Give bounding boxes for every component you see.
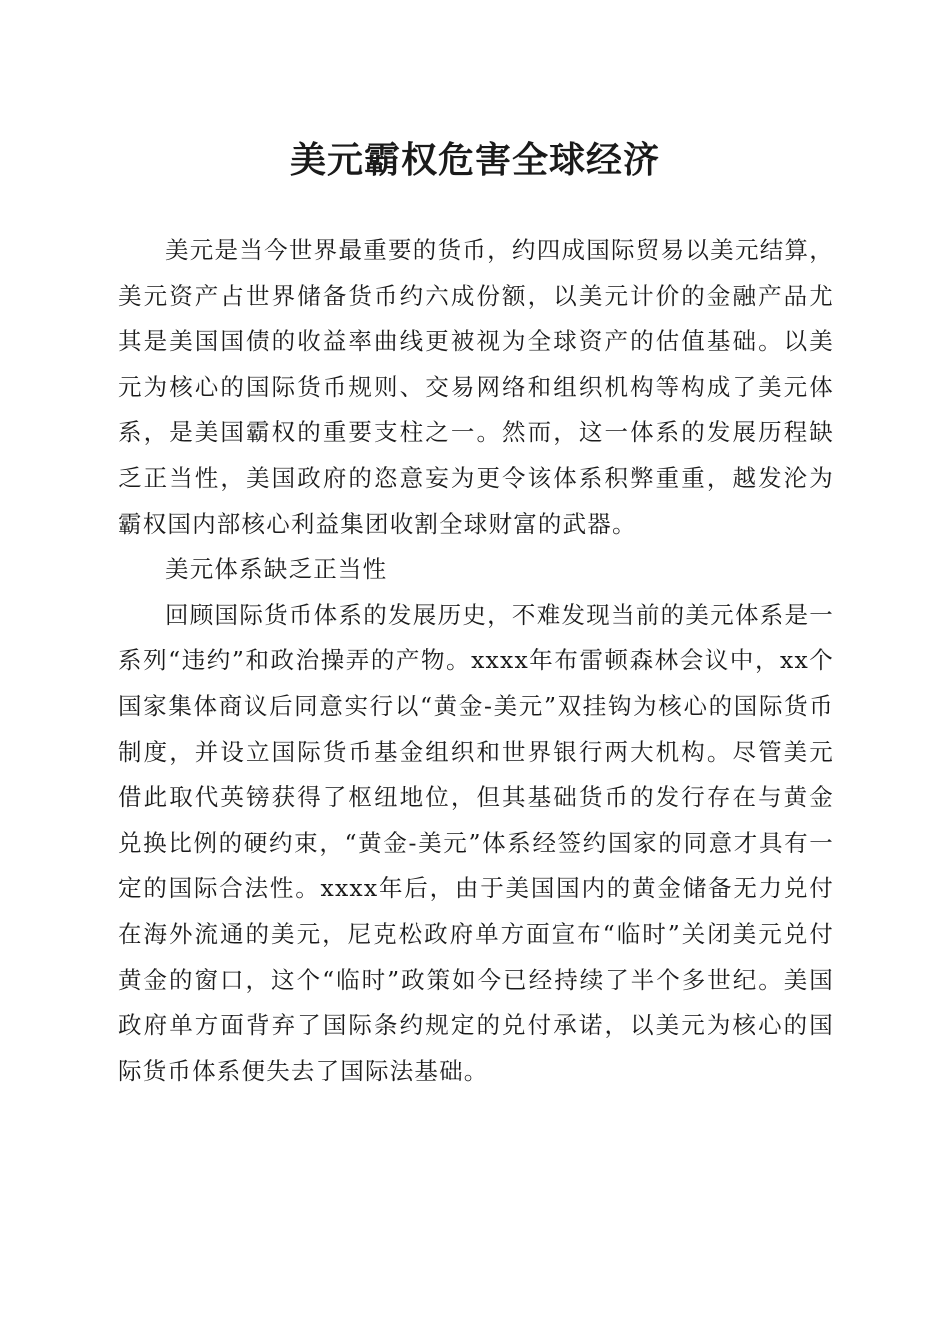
- document-title: 美元霸权危害全球经济: [289, 139, 660, 181]
- document-body: [118, 228, 834, 1094]
- paragraph-history: 回顾国际货币体系的发展历史，不难发现当前的美元体系是一系列“违约”和政治操弄的产物。xxxx年布雷顿森林会议中，xx个国家集体商议后同意实行以“黄金-美元”双挂钩为核心的国际货币制度，并设立国际货币基金组织和世界银行两大机构。尽管美元借此取代英镑获得了枢纽地位，但其基础货币的发行存在与黄金兑换比例的硬约束，“黄金-美元”体系经签约国家的同意才具有一定的国际合法性。xxxx年后，由于美国国内的黄金储备无力兑付在海外流通的美元，尼克松政府单方面宣布“临时”关闭美元兑付黄金的窗口，这个“临时”政策如今已经持续了半个多世纪。美国政府单方面背弃了国际条约规定的兑付承诺，以美元为核心的国际货币体系便失去了国际法基础。: [118, 600, 834, 1085]
- section-heading: 美元体系缺乏正当性: [165, 555, 388, 584]
- paragraph-intro: 美元是当今世界最重要的货币，约四成国际贸易以美元结算，美元资产占世界储备货币约六成份额，以美元计价的金融产品尤其是美国国债的收益率曲线更被视为全球资产的估值基础。以美元为核心的国际货币规则、交易网络和组织机构等构成了美元体系，是美国霸权的重要支柱之一。然而，这一体系的发展历程缺乏正当性，美国政府的恣意妄为更令该体系积弊重重，越发沦为霸权国内部核心利益集团收割全球财富的武器。: [118, 236, 834, 538]
